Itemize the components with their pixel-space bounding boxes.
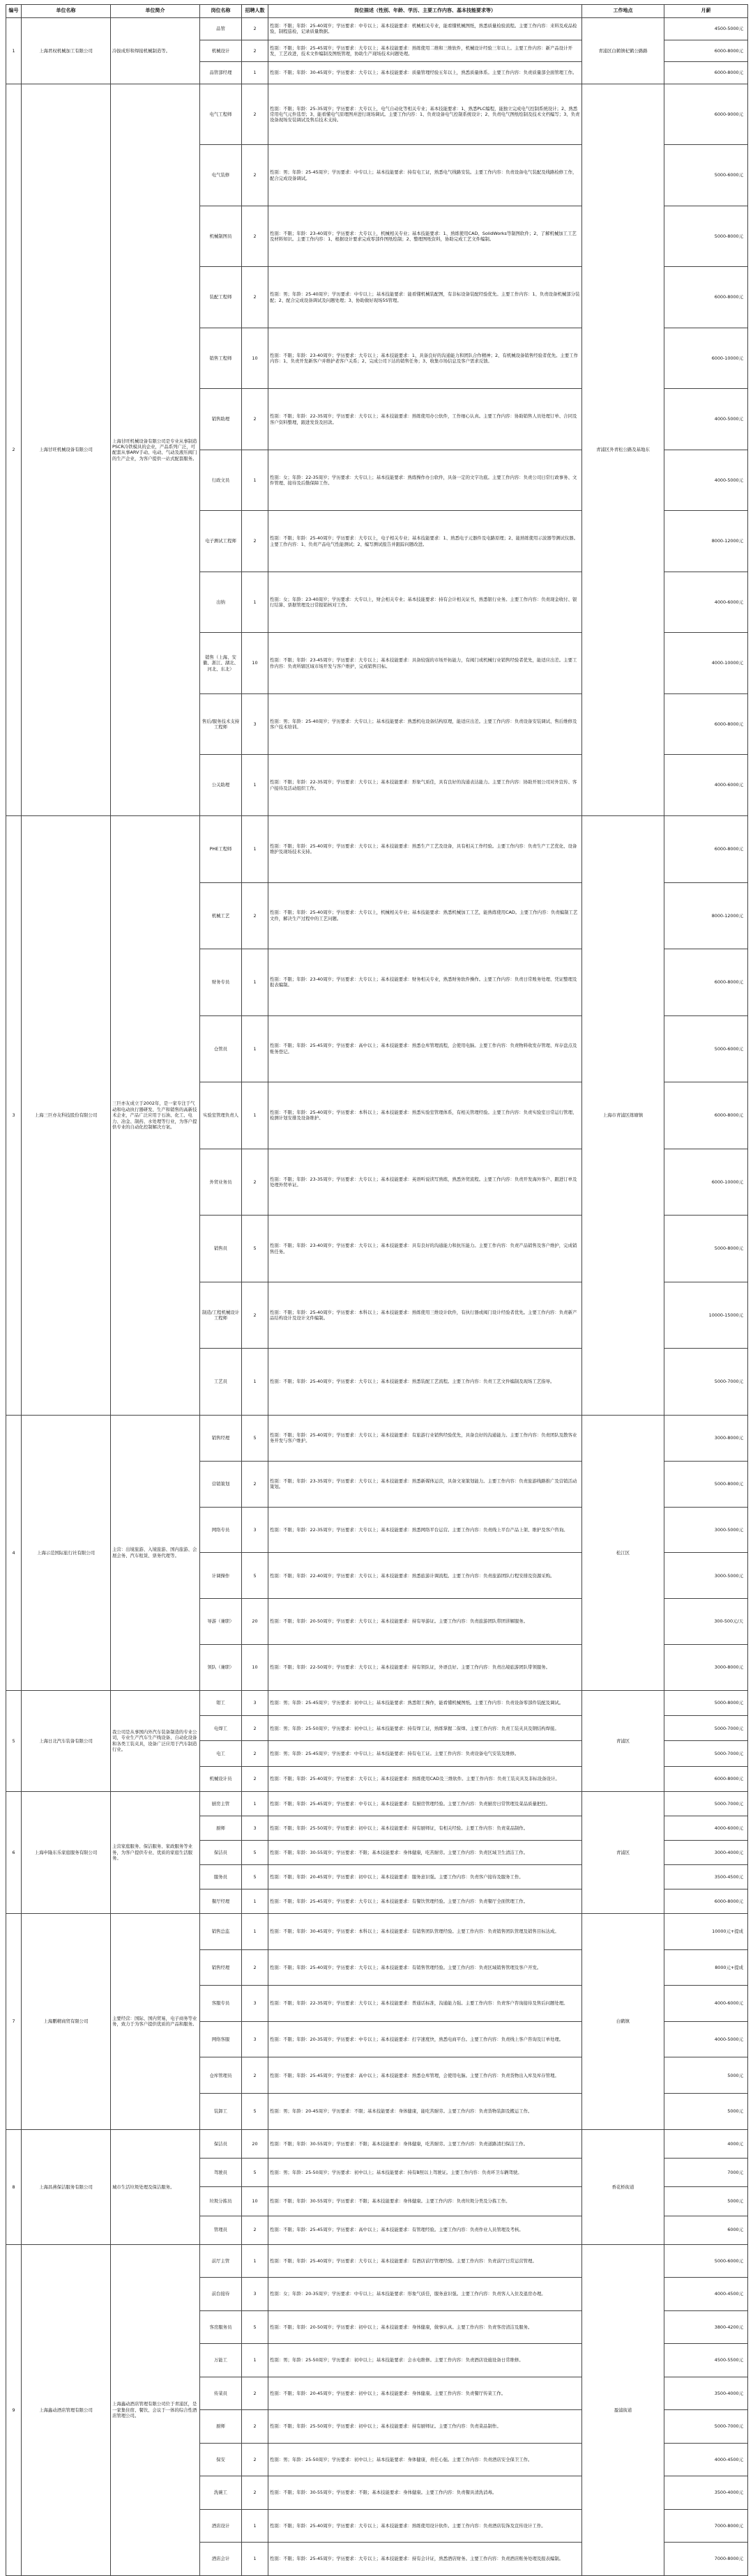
position-count: 2: [242, 882, 268, 949]
company-intro: 上海甘旺机械设备有限公司是专业从事制造PSCR冷铁模具的企业，产品系列广泛，可配套从事ARV手动、电动、气动及液压阀门的生产企业，为客户提供一站式配套服务。: [111, 84, 200, 815]
position-description: 性别：不限；年龄：30-55周岁；学历要求：不限；基本技能要求：身体健康，吃苦耐劳。主要工作内容：负责道路清扫保洁工作。: [268, 2129, 582, 2158]
position-count: 2: [242, 1766, 268, 1791]
header-position: 岗位名称: [200, 5, 242, 18]
position-count: 1: [242, 450, 268, 511]
position-count: 5: [242, 1840, 268, 1864]
company-location: 盈浦街道: [582, 2244, 664, 2575]
position-count: 2: [242, 2443, 268, 2476]
position-salary: 5000-7000元: [664, 1716, 748, 1741]
position-description: 性别：不限；年龄：23-45周岁；学历要求：大专以上；基本技能要求：具备较强的市场开拓能力，有阀门或机械行业销售经验者优先，能适应出差。主要工作内容：负责所辖区域市场开发与客户维护，完成销售目标。: [268, 633, 582, 694]
position-count: 1: [242, 1913, 268, 1949]
position-description: 性别：不限；年龄：22-40周岁；学历要求：大专以上；基本技能要求：熟悉旅游计调流程。主要工作内容：负责旅游团队行程安排及资源采购。: [268, 1553, 582, 1599]
position-description: 性别：不限；年龄：30-45周岁；学历要求：本科以上；基本技能要求：有销售团队管理经验。主要工作内容：负责销售团队管理及销售目标达成。: [268, 1913, 582, 1949]
position-salary: 5000元: [664, 2094, 748, 2130]
position-count: 10: [242, 1645, 268, 1691]
position-title: 服务员: [200, 1864, 242, 1889]
header-count: 招聘人数: [242, 5, 268, 18]
position-description: 性别：不限；年龄：25-40周岁；学历要求：大专以上；基本技能要求：熟练使用CAD及三维软件。主要工作内容：负责工装夹具及非标设备设计。: [268, 1766, 582, 1791]
position-salary: 5000-7000元: [664, 1349, 748, 1416]
position-count: 2: [242, 145, 268, 206]
position-salary: 8000-12000元: [664, 882, 748, 949]
position-description: 性别：不限；年龄：20-35周岁；学历要求：中专以上；基本技能要求：打字速度快，熟悉电商平台。主要工作内容：负责线上客户咨询及订单处理。: [268, 2021, 582, 2057]
position-salary: 3000-5000元: [664, 1553, 748, 1599]
position-title: 电气工程师: [200, 84, 242, 145]
position-count: 2: [242, 1949, 268, 1986]
position-title: 电焊工: [200, 1716, 242, 1741]
position-title: 实验室管理负责人: [200, 1082, 242, 1149]
position-description: 性别：不限；年龄：25-45周岁；学历要求：大专以上；基本技能要求：持有会计证，熟悉酒店财务。主要工作内容：负责酒店账务处理及报表编制。: [268, 2543, 582, 2576]
company-number: 7: [6, 1913, 22, 2129]
header-no: 编号: [6, 5, 22, 18]
position-salary: 6000-10000元: [664, 328, 748, 389]
position-description: 性别：不限；年龄：25-40周岁；学历要求：本科以上；基本技能要求：熟练使用三维设计软件，有执行器或阀门设计经验者优先。主要工作内容：负责新产品结构设计及设计文件编制。: [268, 1282, 582, 1349]
position-title: 电气装修: [200, 145, 242, 206]
header-salary: 月薪: [664, 5, 748, 18]
position-salary: 4000-5000元: [664, 389, 748, 450]
company-location: 青浦区: [582, 1791, 664, 1913]
recruitment-sheet: [6, 4, 747, 2576]
position-count: 10: [242, 633, 268, 694]
position-count: 1: [242, 815, 268, 882]
company-intro: 主营：出境旅游、入境旅游、国内旅游、会展会务、汽车租赁、票务代理等。: [111, 1415, 200, 1690]
position-count: 3: [242, 693, 268, 755]
position-description: 性别：不限；年龄：23-40周岁；学历要求：大专以上；基本技能要求：1、具备良好的沟通能力和团队合作精神；2、有机械设备销售经验者优先。主要工作内容：1、负责开发新客户并维护老客户关系；2、完成公司下达的销售任务；3、收集市场信息及客户需求反馈。: [268, 328, 582, 389]
company-location: 香花桥街道: [582, 2129, 664, 2244]
position-description: 性别：不限；年龄：25-45周岁；学历要求：中专以上；基本技能要求：有厨房管理经验。主要工作内容：负责厨房日常管理及菜品质量把控。: [268, 1791, 582, 1816]
position-title: 销售助理: [200, 389, 242, 450]
position-count: 3: [242, 2021, 268, 2057]
position-title: 销售工程师: [200, 328, 242, 389]
position-count: 1: [242, 949, 268, 1016]
position-title: 营销策划: [200, 1461, 242, 1507]
header-company-name: 单位名称: [22, 5, 111, 18]
company-intro: 冷拔成形和焊接机械制造等。: [111, 18, 200, 84]
position-title: 电工: [200, 1741, 242, 1766]
position-description: 性别：不限；年龄：25-40周岁；学历要求：中专以上；基本技能要求：机械相关专业，能看懂机械图纸，熟悉质量检验流程。主要工作内容：来料及成品检验，制程巡检，记录质量数据。: [268, 18, 582, 40]
position-count: 1: [242, 1015, 268, 1082]
position-salary: 4000元: [664, 2129, 748, 2158]
position-salary: 5000元: [664, 2057, 748, 2094]
position-salary: 6000-8000元: [664, 949, 748, 1016]
table-header-row: [6, 5, 748, 18]
position-description: 性别：不限；年龄：23-40周岁；学历要求：大专以上，机械相关专业；基本技能要求：1、熟练使用CAD、SolidWorks等制图软件；2、了解机械加工工艺及材料知识。主要工作内容：1、根据设计要求完成零部件图纸绘制；2、整理图纸资料，协助完成工艺文件编制。: [268, 206, 582, 267]
position-salary: 5000元: [664, 2187, 748, 2216]
position-count: 2: [242, 389, 268, 450]
position-salary: 8000-12000元: [664, 511, 748, 572]
position-description: 性别：不限；年龄：20-50周岁；学历要求：大专以上；基本技能要求：持有导游证。主要工作内容：负责旅游团队带团讲解服务。: [268, 1599, 582, 1645]
position-count: 5: [242, 1864, 268, 1889]
company-name: 上海鹏精商贸有限公司: [22, 1913, 111, 2129]
company-intro: 主要经营：国际、国内贸易，电子商务等业务，致力于为客户提供优质的产品和服务。: [111, 1913, 200, 2129]
company-name: 上海三巨亦友科技股份有限公司: [22, 815, 111, 1415]
company-number: 3: [6, 815, 22, 1415]
position-description: 性别：不限；年龄：30-55周岁；学历要求：不限；基本技能要求：身体健康，吃苦耐劳。主要工作内容：负责区域卫生清洁工作。: [268, 1840, 582, 1864]
position-count: 2: [242, 1282, 268, 1349]
position-title: 销售（上海、安徽、浙江、湖北、河北、东北）: [200, 633, 242, 694]
position-count: 1: [242, 62, 268, 84]
position-title: 仓库管理员: [200, 2057, 242, 2094]
position-count: 2: [242, 2057, 268, 2094]
position-description: 性别：不限；年龄：20-45周岁；学历要求：初中以上；基本技能要求：服务意识强。主要工作内容：负责客户接待及服务工作。: [268, 1864, 582, 1889]
recruitment-table: [6, 4, 748, 2576]
position-count: 10: [242, 2187, 268, 2216]
company-number: 6: [6, 1791, 22, 1913]
position-count: 1: [242, 2344, 268, 2377]
position-count: 5: [242, 2159, 268, 2187]
company-location: 松江区: [582, 1415, 664, 1690]
position-description: 性别：不限；年龄：25-50周岁；学历要求：初中以上；基本技能要求：持有厨师证，有相关经验。主要工作内容：负责菜品制作。: [268, 1816, 582, 1840]
position-salary: 4000-4500元: [664, 2278, 748, 2311]
position-count: 1: [242, 2543, 268, 2576]
company-intro: 上海鑫动酒店管理有限公司位于青浦区，是一家集住宿、餐饮、会议于一体的综合性酒店管理公司。: [111, 2244, 200, 2575]
position-description: 性别：不限；年龄：25-45周岁；学历要求：高中以上；基本技能要求：有管理经验。主要工作内容：负责作业人员管理及考核。: [268, 2216, 582, 2244]
position-title: 洗碗工: [200, 2476, 242, 2510]
position-description: 性别：不限；年龄：25-45周岁；学历要求：高中以上；基本技能要求：熟悉仓库管理流程，会使用电脑。主要工作内容：负责物料收发存管理、库存盘点及账务登记。: [268, 1015, 582, 1082]
position-description: 性别：不限；年龄：23-35周岁；学历要求：大专以上；基本技能要求：英语听说读写熟练，熟悉外贸流程。主要工作内容：负责开发海外客户、跟进订单及处理外贸单证。: [268, 1149, 582, 1216]
position-salary: 7000-8000元: [664, 2543, 748, 2576]
position-title: 钳工: [200, 1690, 242, 1715]
position-description: 性别：不限；年龄：23-40周岁；学历要求：大专以上；基本技能要求：财务相关专业，熟悉财务软件操作。主要工作内容：负责日常账务处理、凭证整理及报表编制。: [268, 949, 582, 1016]
position-count: 10: [242, 328, 268, 389]
position-salary: 6000-8000元: [664, 62, 748, 84]
position-title: 驾驶员: [200, 2159, 242, 2187]
position-description: 性别：不限；年龄：25-40周岁；学历要求：大专以上，电子相关专业；基本技能要求：1、熟悉电子元器件及电路原理；2、能熟练使用示波器等测试仪器。主要工作内容：1、负责产品电气性能测试；2、编写测试报告并跟踪问题改进。: [268, 511, 582, 572]
position-title: 厨师: [200, 2410, 242, 2444]
position-salary: 6000-8000元: [664, 1889, 748, 1913]
position-description: 性别：男；年龄：25-50周岁；学历要求：初中以上；基本技能要求：会水电维修。主要工作内容：负责酒店设施设备日常维修。: [268, 2344, 582, 2377]
position-title: 网络专员: [200, 1507, 242, 1553]
position-title: 厨房主管: [200, 1791, 242, 1816]
position-count: 1: [242, 1889, 268, 1913]
position-count: 1: [242, 572, 268, 633]
position-count: 2: [242, 2476, 268, 2510]
position-count: 2: [242, 1716, 268, 1741]
company-name: 上海申隆东乐家庭服务有限公司: [22, 1791, 111, 1913]
position-description: 性别：不限；年龄：30-55周岁；学历要求：不限；基本技能要求：身体健康。主要工作内容：负责垃圾分类及分拣工作。: [268, 2187, 582, 2216]
position-salary: 3000-5000元: [664, 1507, 748, 1553]
company-location: 青浦区外青松公路及基地东: [582, 84, 664, 815]
position-salary: 4000-5000元: [664, 2021, 748, 2057]
position-title: 销售经理: [200, 1415, 242, 1461]
position-title: 销售员: [200, 1216, 242, 1282]
position-count: 5: [242, 2094, 268, 2130]
position-description: 性别：不限；年龄：25-40周岁；学历要求：大专以上；基本技能要求：有旅游行业销售经验优先，具备良好的沟通能力。主要工作内容：负责团队及散客业务开发与客户维护。: [268, 1415, 582, 1461]
position-title: 装配工程师: [200, 267, 242, 328]
position-count: 2: [242, 2377, 268, 2410]
position-title: 售后/服务技术支持工程师: [200, 693, 242, 755]
position-count: 3: [242, 1986, 268, 2022]
position-description: 性别：不限；年龄：25-35周岁；学历要求：大专以上，电气自动化等相关专业；基本技能要求：1、熟悉PLC编程，能独立完成电气控制系统设计；2、熟悉常用电气元件选型；3、能看懂电气原理图并进行现场调试。主要工作内容：1、负责设备电气控制系统设计；2、负责电气图纸绘制及技术文档编写；3、负责设备现场安装调试及售后技术支持。: [268, 84, 582, 145]
position-count: 2: [242, 2216, 268, 2244]
position-count: 2: [242, 40, 268, 62]
company-name: 上海甘旺机械设备有限公司: [22, 84, 111, 815]
position-title: 客房服务员: [200, 2310, 242, 2344]
position-salary: 4000-10000元: [664, 633, 748, 694]
company-location: 上海市青浦区练塘镇: [582, 815, 664, 1415]
position-title: 保洁员: [200, 1840, 242, 1864]
position-count: 3: [242, 2278, 268, 2311]
company-intro: 主营家庭服务、保洁服务、家政服务等业务，为客户提供专业、优质的家庭生活服务。: [111, 1791, 200, 1913]
position-title: 销售经理: [200, 1949, 242, 1986]
position-description: 性别：男；年龄：25-50周岁；学历要求：初中以上；基本技能要求：持有B照以上驾驶证。主要工作内容：负责环卫车辆驾驶。: [268, 2159, 582, 2187]
position-salary: 8000元+提成: [664, 1949, 748, 1986]
position-count: 2: [242, 1149, 268, 1216]
position-description: 性别：不限；年龄：25-45周岁；学历要求：大专以上；基本技能要求：熟练使用二维和三维软件，机械设计经验三年以上。主要工作内容：新产品设计开发，工艺改进，技术文件编制及图纸管理，协助生产现场技术问题处理。: [268, 40, 582, 62]
position-title: 万能工: [200, 2344, 242, 2377]
position-salary: 3000-4000元: [664, 1840, 748, 1864]
header-company-intro: 单位简介: [111, 5, 200, 18]
position-description: 性别：不限；年龄：25-40周岁；学历要求：大专以上；基本技能要求：有酒店前厅管理经验。主要工作内容：负责前厅日常运营管理。: [268, 2244, 582, 2278]
position-description: 性别：不限；年龄：25-40周岁；学历要求：大专以上；基本技能要求：熟悉装配工艺流程。主要工作内容：负责工艺文件编制及现场工艺指导。: [268, 1349, 582, 1416]
position-salary: 3800-4200元: [664, 2310, 748, 2344]
position-salary: 3000-8000元: [664, 1645, 748, 1691]
position-salary: 5000-8000元: [664, 1690, 748, 1715]
position-salary: 4000-6000元: [664, 1986, 748, 2022]
position-title: 外贸业务员: [200, 1149, 242, 1216]
position-count: 2: [242, 267, 268, 328]
table-row: [6, 2129, 748, 2158]
position-title: 工艺员: [200, 1349, 242, 1416]
company-name: 上海昌燕保洁服务有限公司: [22, 2129, 111, 2244]
position-count: 1: [242, 2244, 268, 2278]
position-description: 性别：女；年龄：22-35周岁；学历要求：大专以上；基本技能要求：熟练操作办公软件，具备一定的文字功底。主要工作内容：负责公司日常行政事务、文件管理、接待及后勤保障工作。: [268, 450, 582, 511]
position-title: 酒店会计: [200, 2543, 242, 2576]
company-location: 青浦区: [582, 1690, 664, 1791]
position-title: 机械制图员: [200, 206, 242, 267]
company-intro: 我公司是从事国内外汽车装备制造的专业公司，专业生产汽车生产线设备、自动化设备和各类工装夹具，设备广泛应用于汽车制造行业。: [111, 1690, 200, 1791]
position-count: 5: [242, 1553, 268, 1599]
position-title: 计调操作: [200, 1553, 242, 1599]
company-location: 青浦区白鹤镇杞鹤公路路: [582, 18, 664, 84]
company-number: 1: [6, 18, 22, 84]
position-title: 前台接待: [200, 2278, 242, 2311]
position-title: 装卸工: [200, 2094, 242, 2130]
table-row: [6, 1415, 748, 1461]
position-description: 性别：男；年龄：25-40周岁；学历要求：中专以上；基本技能要求：能看懂机械装配图，有非标设备装配经验优先。主要工作内容：1、负责设备机械部分装配；2、配合完成设备调试及问题处理；3、协助做好现场5S管理。: [268, 267, 582, 328]
table-row: [6, 18, 748, 40]
position-salary: 4000-6000元: [664, 1816, 748, 1840]
position-description: 性别：不限；年龄：30-55周岁；学历要求：不限；基本技能要求：身体健康。主要工作内容：负责餐具清洗消毒。: [268, 2476, 582, 2510]
position-title: 公关助理: [200, 755, 242, 816]
position-salary: 6000-8000元: [664, 815, 748, 882]
position-description: 性别：不限；年龄：22-35周岁；学历要求：大专以上；基本技能要求：形象气质佳，具有良好的沟通表达能力。主要工作内容：协助开展公司对外宣传、客户接待及活动组织工作。: [268, 755, 582, 816]
position-title: 领队（兼职）: [200, 1645, 242, 1691]
position-title: 垃圾分拣员: [200, 2187, 242, 2216]
position-description: 性别：不限；年龄：23-40周岁；学历要求：大专以上；基本技能要求：具有良好的沟通能力和抗压能力。主要工作内容：负责产品销售及客户维护，完成销售任务。: [268, 1216, 582, 1282]
position-title: 酒店设计: [200, 2509, 242, 2543]
position-salary: 5000-8000元: [664, 206, 748, 267]
position-salary: 6000-9000元: [664, 84, 748, 145]
position-description: 性别：不限；年龄：25-45周岁；学历要求：高中以上；基本技能要求：熟悉仓库管理，会使用电脑。主要工作内容：负责货物出入库及库存管理。: [268, 2057, 582, 2094]
position-salary: 5000-8000元: [664, 1461, 748, 1507]
position-salary: 6000元: [664, 2216, 748, 2244]
position-title: PHE工程师: [200, 815, 242, 882]
position-count: 1: [242, 1349, 268, 1416]
position-count: 2: [242, 84, 268, 145]
table-row: [6, 84, 748, 145]
position-salary: 6000-8000元: [664, 1082, 748, 1149]
position-title: 管理员: [200, 2216, 242, 2244]
position-salary: 5000-7000元: [664, 1741, 748, 1766]
company-name: 上海君权机械加工有限公司: [22, 18, 111, 84]
position-count: 2: [242, 2410, 268, 2444]
position-count: 5: [242, 2310, 268, 2344]
position-title: 品管: [200, 18, 242, 40]
position-salary: 6000-8000元: [664, 693, 748, 755]
position-salary: 4000-4500元: [664, 2443, 748, 2476]
position-title: 品管部经理: [200, 62, 242, 84]
position-count: 20: [242, 2129, 268, 2158]
position-salary: 4000-6000元: [664, 572, 748, 633]
position-salary: 5000-6000元: [664, 145, 748, 206]
position-title: 行政文员: [200, 450, 242, 511]
position-salary: 10000-15000元: [664, 1282, 748, 1349]
position-title: 机械设计: [200, 40, 242, 62]
position-title: 制造/工程机械设计工程师: [200, 1282, 242, 1349]
position-description: 性别：男；年龄：25-45周岁；学历要求：初中以上；基本技能要求：熟悉钳工操作，能看懂机械图纸。主要工作内容：负责设备零部件装配及调试。: [268, 1690, 582, 1715]
position-count: 2: [242, 1741, 268, 1766]
position-salary: 6000-10000元: [664, 1149, 748, 1216]
table-row: [6, 2244, 748, 2278]
company-number: 2: [6, 84, 22, 815]
company-intro: 城市生活垃圾处理及保洁服务。: [111, 2129, 200, 2244]
position-count: 2: [242, 206, 268, 267]
position-title: 机械工艺: [200, 882, 242, 949]
position-salary: 4500-5500元: [664, 2344, 748, 2377]
position-description: 性别：女；年龄：20-35周岁；学历要求：中专以上；基本技能要求：形象气质佳，服务意识强。主要工作内容：负责客人入住及退房办理。: [268, 2278, 582, 2311]
position-description: 性别：男；年龄：25-50周岁；学历要求：初中以上；基本技能要求：身体健康，责任心强。主要工作内容：负责酒店安全保卫工作。: [268, 2443, 582, 2476]
position-description: 性别：不限；年龄：25-40周岁；学历要求：大专以上；基本技能要求：熟悉生产工艺及设备，具有相关工作经验。主要工作内容：负责生产工艺优化、设备维护及现场技术支持。: [268, 815, 582, 882]
position-title: 电子测试工程师: [200, 511, 242, 572]
company-location: 白鹤镇: [582, 1913, 664, 2129]
position-count: 1: [242, 1791, 268, 1816]
position-title: 保洁员: [200, 2129, 242, 2158]
position-count: 5: [242, 1216, 268, 1282]
position-salary: 4000-6000元: [664, 755, 748, 816]
position-title: 财务专员: [200, 949, 242, 1016]
position-title: 客服专员: [200, 1986, 242, 2022]
position-title: 厨师: [200, 1816, 242, 1840]
position-description: 性别：男；年龄：25-45周岁；学历要求：中专以上；基本技能要求：持有电工证，熟悉电气线路安装。主要工作内容：负责设备电气装配及线路检修工作，配合完成设备调试。: [268, 145, 582, 206]
position-salary: 4500-5000元: [664, 18, 748, 40]
position-salary: 7000-8000元: [664, 2509, 748, 2543]
position-salary: 7000元: [664, 2159, 748, 2187]
position-description: 性别：不限；年龄：22-50周岁；学历要求：大专以上；基本技能要求：持有领队证，外语良好。主要工作内容：负责出境旅游团队带领服务。: [268, 1645, 582, 1691]
position-title: 传菜员: [200, 2377, 242, 2410]
header-description: 岗位描述（性别、年龄、学历、主要工作内容、基本技能要求等）: [268, 5, 582, 18]
position-count: 2: [242, 511, 268, 572]
position-description: 性别：不限；年龄：20-50周岁；学历要求：初中以上；基本技能要求：身体健康，做事认真。主要工作内容：负责客房清洁及服务。: [268, 2310, 582, 2344]
position-description: 性别：不限；年龄：25-40周岁；学历要求：大专以上；基本技能要求：有销售管理经验。主要工作内容：负责区域销售管理及客户开发。: [268, 1949, 582, 1986]
position-salary: 5000-6000元: [664, 2244, 748, 2278]
position-description: 性别：男；年龄：20-45周岁；学历要求：不限；基本技能要求：身体健康，能吃苦耐劳。主要工作内容：负责货物装卸及搬运工作。: [268, 2094, 582, 2130]
position-salary: 5000-7000元: [664, 2410, 748, 2444]
table-row: [6, 1913, 748, 1949]
company-number: 8: [6, 2129, 22, 2244]
position-description: 性别：不限；年龄：25-50周岁；学历要求：初中以上；基本技能要求：持有厨师证。主要工作内容：负责菜品制作。: [268, 2410, 582, 2444]
company-number: 4: [6, 1415, 22, 1690]
position-description: 性别：不限；年龄：25-40周岁；学历要求：大专以上，机械相关专业；基本技能要求：熟悉机械加工工艺，能熟练使用CAD。主要工作内容：负责编制工艺文件，解决生产过程中的工艺问题。: [268, 882, 582, 949]
table-body: [6, 18, 748, 2576]
position-salary: 6000-8000元: [664, 1766, 748, 1791]
company-name: 上海日北汽车装备有限公司: [22, 1690, 111, 1791]
position-count: 20: [242, 1599, 268, 1645]
position-salary: 3500-4000元: [664, 2476, 748, 2510]
position-count: 2: [242, 1461, 268, 1507]
position-count: 3: [242, 1507, 268, 1553]
position-count: 1: [242, 755, 268, 816]
position-description: 性别：不限；年龄：25-45周岁；学历要求：大专以上；基本技能要求：有餐饮管理经验。主要工作内容：负责餐厅全面管理工作。: [268, 1889, 582, 1913]
position-description: 性别：男；年龄：25-50周岁；学历要求：初中以上；基本技能要求：持有焊工证，熟练掌握二保焊。主要工作内容：负责工装夹具及钢结构焊接。: [268, 1716, 582, 1741]
position-description: 性别：不限；年龄：22-35周岁；学历要求：大专以上；基本技能要求：熟悉网络平台运营。主要工作内容：负责线上平台产品上架、维护及客户咨询。: [268, 1507, 582, 1553]
position-count: 1: [242, 1082, 268, 1149]
position-salary: 3500-4500元: [664, 1864, 748, 1889]
position-description: 性别：不限；年龄：25-40周岁；学历要求：大专以上；基本技能要求：熟练使用设计软件。主要工作内容：负责酒店装饰及宣传设计工作。: [268, 2509, 582, 2543]
position-title: 网络客服: [200, 2021, 242, 2057]
position-description: 性别：男；年龄：25-40周岁；学历要求：大专以上；基本技能要求：熟悉机电设备结构原理，能适应出差。主要工作内容：负责设备安装调试、售后维修及客户技术培训。: [268, 693, 582, 755]
position-salary: 5000-8000元: [664, 1216, 748, 1282]
position-count: 2: [242, 18, 268, 40]
position-salary: 6000-8000元: [664, 40, 748, 62]
position-salary: 300-500元/天: [664, 1599, 748, 1645]
position-title: 出纳: [200, 572, 242, 633]
position-description: 性别：女；年龄：23-40周岁；学历要求：大专以上，财会相关专业；基本技能要求：持有会计相关证书，熟悉银行业务。主要工作内容：负责现金收付、银行结算、票据管理及日常报销核对工作。: [268, 572, 582, 633]
position-salary: 6000-8000元: [664, 267, 748, 328]
company-name: 上海示范国际旅行社有限公司: [22, 1415, 111, 1690]
position-description: 性别：不限；年龄：22-35周岁；学历要求：大专以上；基本技能要求：熟练使用办公软件，工作细心认真。主要工作内容：协助销售人员处理订单、合同及客户资料整理，跟进发货及回款。: [268, 389, 582, 450]
position-description: 性别：不限；年龄：23-35周岁；学历要求：大专以上；基本技能要求：熟悉新媒体运营，具备文案策划能力。主要工作内容：负责旅游线路推广及营销活动策划。: [268, 1461, 582, 1507]
position-count: 5: [242, 1415, 268, 1461]
position-title: 导游（兼职）: [200, 1599, 242, 1645]
table-row: [6, 1791, 748, 1816]
position-count: 3: [242, 1816, 268, 1840]
position-description: 性别：不限；年龄：25-40周岁；学历要求：本科以上；基本技能要求：熟悉实验室管理体系，有相关管理经验。主要工作内容：负责实验室日常运行管理、检测计划安排及设备维护。: [268, 1082, 582, 1149]
table-row: [6, 815, 748, 882]
position-salary: 3000-8000元: [664, 1415, 748, 1461]
table-row: [6, 1690, 748, 1715]
position-description: 性别：不限；年龄：30-45周岁；学历要求：大专以上；基本技能要求：质量管理经验五年以上，熟悉质量体系。主要工作内容：负责质量部全面管理工作。: [268, 62, 582, 84]
header-location: 工作地点: [582, 5, 664, 18]
position-description: 性别：男；年龄：25-45周岁；学历要求：中专以上；基本技能要求：持有电工证。主要工作内容：负责设备电气安装及维修。: [268, 1741, 582, 1766]
position-title: 保安: [200, 2443, 242, 2476]
position-title: 机械设计员: [200, 1766, 242, 1791]
position-salary: 5000-6000元: [664, 1015, 748, 1082]
company-number: 5: [6, 1690, 22, 1791]
position-title: 仓管员: [200, 1015, 242, 1082]
company-name: 上海鑫动酒店管理有限公司: [22, 2244, 111, 2575]
position-count: 1: [242, 2509, 268, 2543]
position-salary: 3500-4000元: [664, 2377, 748, 2410]
position-description: 性别：不限；年龄：22-35周岁；学历要求：大专以上；基本技能要求：普通话标准，沟通能力强。主要工作内容：负责客户咨询接待及售后问题处理。: [268, 1986, 582, 2022]
position-salary: 10000元+提成: [664, 1913, 748, 1949]
position-salary: 4000-5000元: [664, 450, 748, 511]
position-count: 3: [242, 1690, 268, 1715]
position-title: 餐厅经理: [200, 1889, 242, 1913]
position-description: 性别：不限；年龄：20-45周岁；学历要求：初中以上；基本技能要求：身体健康。主要工作内容：负责餐厅传菜工作。: [268, 2377, 582, 2410]
company-intro: 三巨亦友成立于2002年，是一家专注于气动和电动执行器研发、生产和销售的高新技术企业，产品广泛应用于石油、化工、电力、冶金、制药、水处理等行业，为客户提供专业的自动化控制解决方案。: [111, 815, 200, 1415]
position-salary: 5000-7000元: [664, 1791, 748, 1816]
company-number: 9: [6, 2244, 22, 2575]
position-title: 销售总监: [200, 1913, 242, 1949]
position-title: 前厅主管: [200, 2244, 242, 2278]
